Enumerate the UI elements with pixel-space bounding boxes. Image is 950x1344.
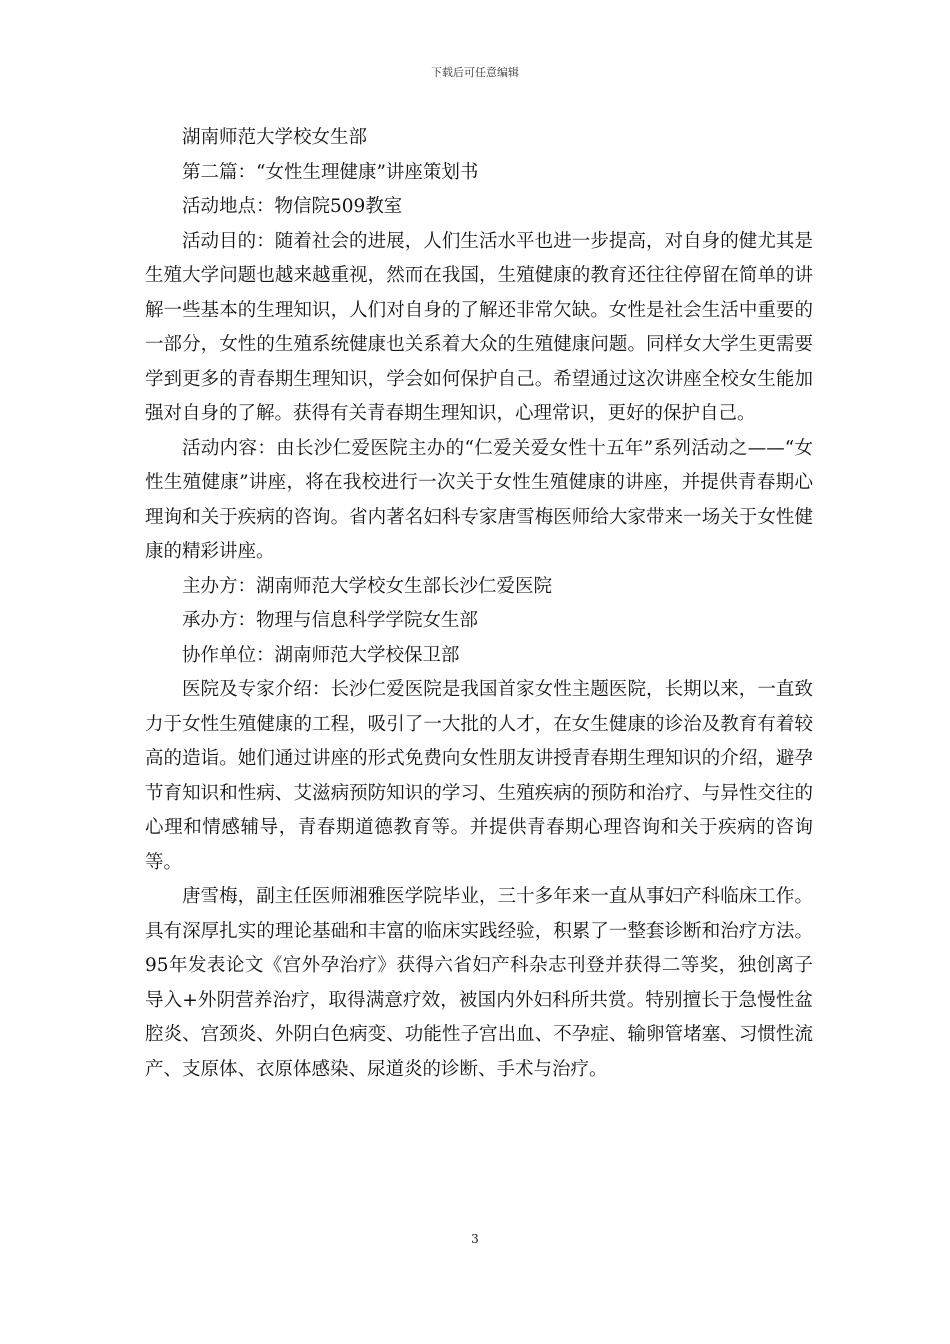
undertaker-line: 承办方：物理与信息科学学院女生部: [182, 610, 479, 631]
activity-content-paragraph: 活动内容：由长沙仁爱医院主办的“仁爱关爱女性十五年”系列活动之——“女性生殖健康”讲座，将在我校进行一次关于女性生殖健康的讲座，并提供青春期心理询和关于疾病的咨询。省内著名妇科专家唐雪梅医师给大家带来一场关于女性健康的精彩讲座。: [145, 437, 813, 562]
page-number: 3: [471, 1232, 479, 1246]
document-title: 第二篇：“女性生理健康”讲座策划书: [182, 161, 479, 183]
organizer-line: 主办方：湖南师范大学校女生部长沙仁爱医院: [182, 575, 553, 597]
hospital-intro-paragraph: 医院及专家介绍：长沙仁爱医院是我国首家女性主题医院，长期以来，一直致力于女性生殖健康的工程，吸引了一大批的人才，在女生健康的诊治及教育有着较高的造诣。她们通过讲座的形式免费向女性朋友讲授青春期生理知识的介绍，避孕节育知识和性病、艾滋病预防知识的学习、生殖疾病的预防和治疗、与异性交往的心理和情感辅导，青春期道德教育等。并提供青春期心理咨询和关于疾病的咨询等。: [145, 679, 813, 873]
expert-intro-paragraph: 唐雪梅，副主任医师湘雅医学院毕业，三十多年来一直从事妇产科临床工作。具有深厚扎实的理论基础和丰富的临床实践经验，积累了一整套诊断和治疗方法。95年发表论文《宫外孕治疗》获得六省妇产科杂志刊登并获得二等奖，独创离子导入+外阴营养治疗，取得满意疗效，被国内外妇科所共赏。特别擅长于急慢性盆腔炎、宫颈炎、外阴白色病变、功能性子宫出血、不孕症、输卵管堵塞、习惯性流产、支原体、衣原体感染、尿道炎的诊断、手术与治疗。: [145, 886, 813, 1080]
page-header: 下载后可任意编辑: [431, 66, 519, 79]
document-body: [145, 121, 813, 1087]
activity-purpose-paragraph: 活动目的：随着社会的进展，人们生活水平也进一步提高，对自身的健尤其是生殖大学问题也越来越重视，然而在我国，生殖健康的教育还往往停留在简单的讲解一些基本的生理知识，人们对自身的了解还非常欠缺。女性是社会生活中重要的一部分，女性的生殖系统健康也关系着大众的生殖健康问题。同样女大学生更需要学到更多的青春期生理知识，学会如何保护自己。希望通过这次讲座全校女生能加强对自身的了解。获得有关青春期生理知识，心理常识，更好的保护自己。: [145, 230, 813, 424]
cooperator-line: 协作单位：湖南师范大学校保卫部: [182, 644, 460, 666]
activity-location: 活动地点：物信院509教室: [182, 196, 403, 217]
org-name-line: 湖南师范大学校女生部: [182, 127, 368, 148]
